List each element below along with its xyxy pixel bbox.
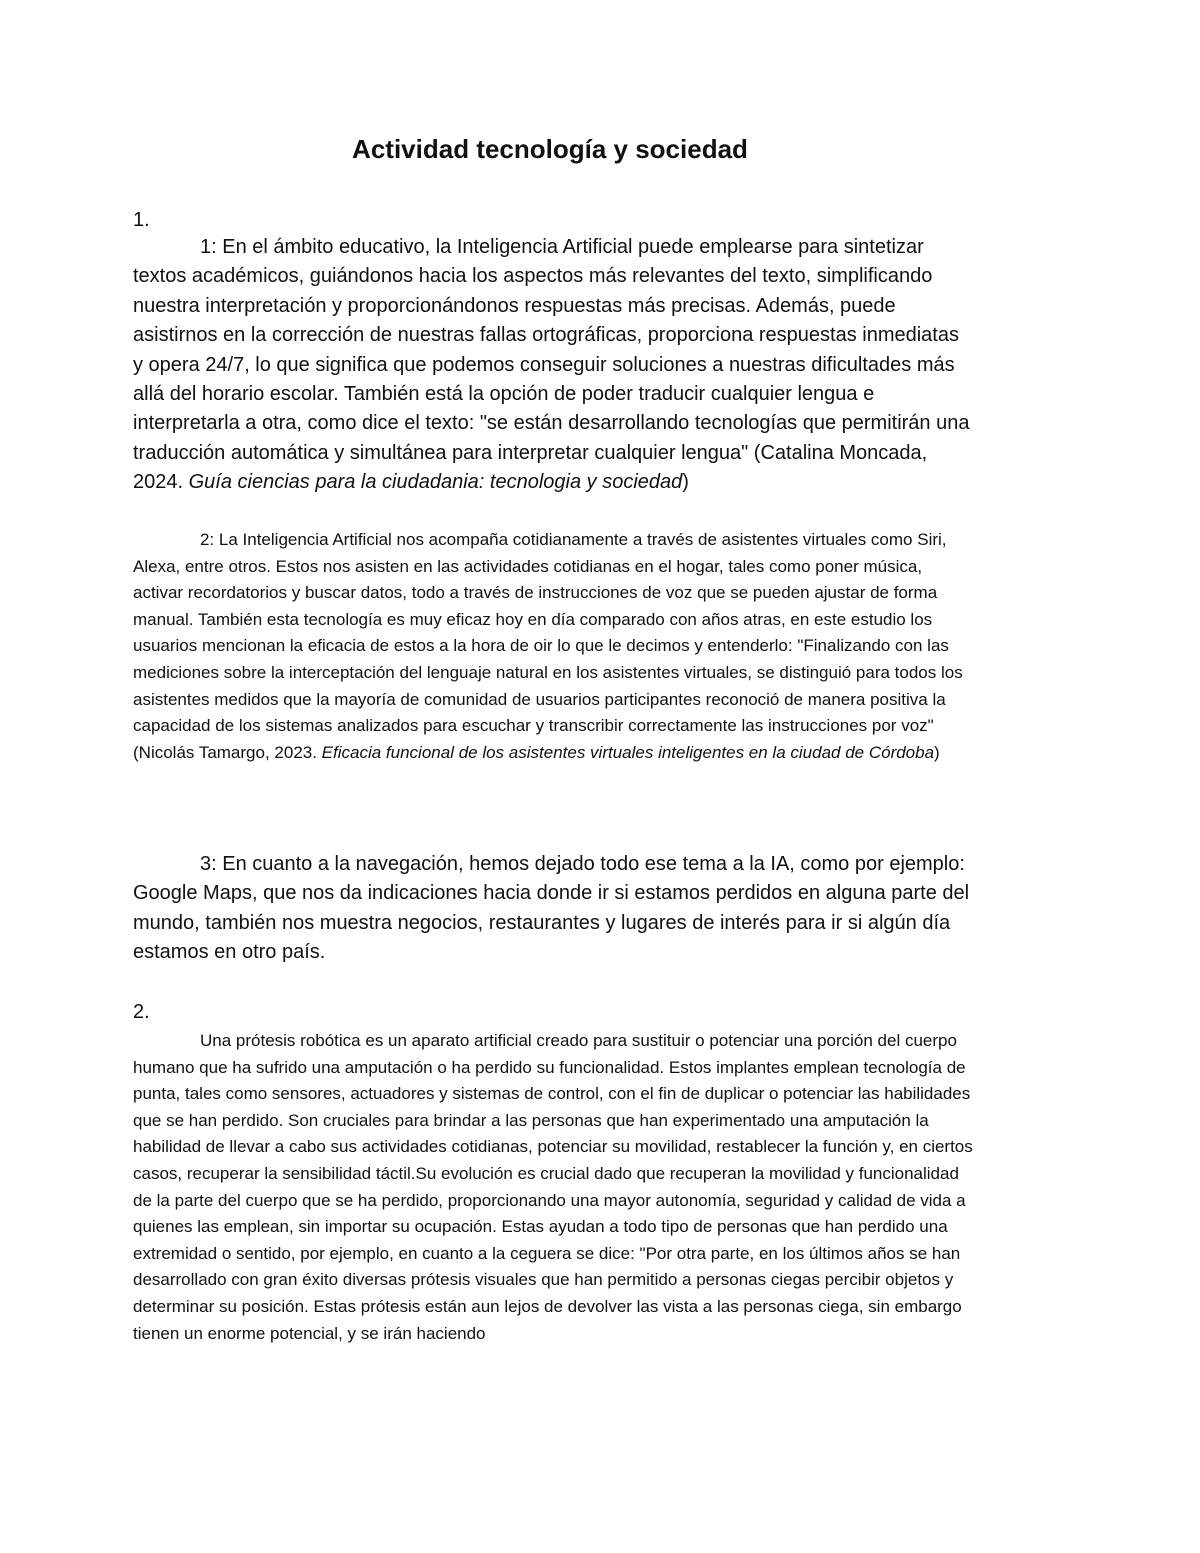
document-title: Actividad tecnología y sociedad [352,134,748,164]
paragraph-end: ) [934,742,940,762]
paragraph-text: 2: La Inteligencia Artificial nos acompaña cotidianamente a través de asistentes virtuales como Siri, Alexa, entre otros. Estos nos asisten en las actividades cotidianas en el hogar, tales como poner música, activar recordatorios y buscar datos, todo a través de instrucciones de voz que se pueden ajustar de forma manual. También esta tecnología es muy eficaz hoy en día comparado con años atras, en este estudio los usuarios mencionan la eficacia de estos a la hora de oir lo que le decimos y entenderlo: "Finalizando con las mediciones sobre la interceptación del lenguaje natural en los asistentes virtuales, se distinguió para todos los asistentes medidos que la mayoría de comunidad de usuarios participantes reconoció de manera positiva la capacidad de los sistemas analizados para escuchar y transcribir correctamente las instrucciones por voz" (Nicolás Tamargo, 2023. [133,530,963,762]
section-1-paragraph-2 [133,527,973,766]
citation-title: Guía ciencias para la ciudadania: tecnologia y sociedad [188,471,683,494]
section-1-paragraph-1 [133,233,973,498]
section-2-marker: 2. [133,1001,150,1023]
section-2-paragraph-1: Una prótesis robótica es un aparato artificial creado para sustituir o potenciar una porción del cuerpo humano que ha sufrido una amputación o ha perdido su funcionalidad. Estos implantes emplean tecnología de punta, tales como sensores, actuadores y sistemas de control, con el fin de duplicar o potenciar las habilidades que se han perdido. Son cruciales para brindar a las personas que han experimentado una amputación la habilidad de llevar a cabo sus actividades cotidianas, potenciar su movilidad, restablecer la función y, en ciertos casos, recuperar la sensibilidad táctil.Su evolución es crucial dado que recuperan la movilidad y funcionalidad de la parte del cuerpo que se ha perdido, proporcionando una mayor autonomía, seguridad y calidad de vida a quienes las emplean, sin importar su ocupación. Estas ayudan a todo tipo de personas que han perdido una extremidad o sentido, por ejemplo, en cuanto a la ceguera se dice: "Por otra parte, en los últimos años se han desarrollado con gran éxito diversas prótesis visuales que han permitido a personas ciegas percibir objetos y determinar su posición. Estas prótesis están aun lejos de devolver las vista a las personas ciega, sin embargo tienen un enorme potencial, y se irán haciendo [133,1031,973,1343]
paragraph-text: 1: En el ámbito educativo, la Inteligencia Artificial puede emplearse para sintetizar textos académicos, guiándonos hacia los aspectos más relevantes del texto, simplificando nuestra interpretación y proporcionándonos respuestas más precisas. Además, puede asistirnos en la corrección de nuestras fallas ortográficas, proporciona respuestas inmediatas y opera 24/7, lo que significa que podemos conseguir soluciones a nuestras dificultades más allá del horario escolar. También está la opción de poder traducir cualquier lengua e interpretarla a otra, como dice el texto: "se están desarrollando tecnologías que permitirán una traducción automática y simultánea para interpretar cualquier lengua" (Catalina Moncada, 2024. [133,236,970,494]
section-1-marker: 1. [133,209,150,231]
paragraph-end: ) [682,471,689,494]
section-1-paragraph-3: 3: En cuanto a la navegación, hemos dejado todo ese tema a la IA, como por ejemplo: Google Maps, que nos da indicaciones hacia donde ir si estamos perdidos en alguna parte del mundo, también nos muestra negocios, restaurantes y lugares de interés para ir si algún día estamos en otro país. [133,853,970,964]
citation-title: Eficacia funcional de los asistentes virtuales inteligentes en la ciudad de Córdoba [321,742,935,762]
